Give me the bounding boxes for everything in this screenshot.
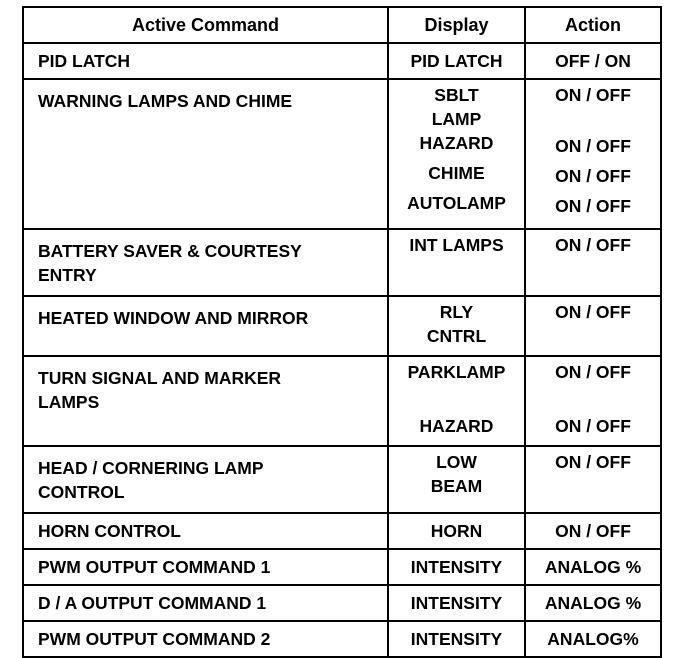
command-cell [23, 43, 388, 79]
command-text: TURN SIGNAL AND MARKER LAMPS [38, 368, 282, 412]
table-row [23, 446, 661, 513]
command-text: PWM OUTPUT COMMAND 2 [38, 629, 271, 649]
action-cell [525, 296, 661, 356]
action-cell [525, 549, 661, 585]
action-text: ON / OFF [555, 521, 631, 541]
table-row [23, 549, 661, 585]
display-cell [388, 446, 525, 513]
display-text: PID LATCH [410, 51, 503, 71]
action-text: ON / OFF [555, 452, 631, 472]
display-text: LOW BEAM [430, 452, 483, 496]
table-row [23, 43, 661, 79]
display-cell [388, 513, 525, 549]
display-text: CHIME [428, 163, 485, 183]
action-text: OFF / ON [555, 51, 631, 71]
display-text: INTENSITY [410, 629, 503, 649]
command-cell [23, 585, 388, 621]
table-row [23, 79, 661, 229]
command-cell [23, 513, 388, 549]
display-cell [388, 43, 525, 79]
display-text: RLY CNTRL [426, 302, 487, 346]
display-cell [388, 356, 525, 446]
action-text: ON / OFF [555, 362, 631, 382]
command-cell [23, 296, 388, 356]
header-action: Action [525, 7, 661, 43]
command-text: WARNING LAMPS AND CHIME [38, 91, 293, 111]
header-display: Display [388, 7, 525, 43]
action-cell [525, 446, 661, 513]
action-cell [525, 585, 661, 621]
command-text: BATTERY SAVER & COURTESY ENTRY [38, 241, 302, 285]
action-text: ANALOG% [547, 629, 639, 649]
display-cell [388, 79, 525, 229]
action-text: ON / OFF [555, 136, 631, 156]
display-cell [388, 621, 525, 657]
display-text: PARKLAMP [407, 362, 506, 382]
action-text: ON / OFF [555, 302, 631, 322]
command-cell [23, 229, 388, 296]
display-cell [388, 549, 525, 585]
table-row [23, 356, 661, 446]
display-text: HAZARD [419, 416, 494, 436]
command-text: D / A OUTPUT COMMAND 1 [38, 593, 267, 613]
display-text: INTENSITY [410, 593, 503, 613]
table-row [23, 296, 661, 356]
action-text: ON / OFF [555, 416, 631, 436]
display-text: AUTOLAMP [407, 193, 506, 213]
command-cell [23, 549, 388, 585]
active-command-table [22, 6, 662, 658]
display-text: SBLT LAMP [431, 85, 482, 129]
header-row [23, 7, 661, 43]
action-text: ANALOG % [544, 557, 642, 577]
action-text: ON / OFF [555, 85, 631, 105]
command-cell [23, 79, 388, 229]
command-text: HEATED WINDOW AND MIRROR [38, 308, 309, 328]
display-cell [388, 585, 525, 621]
display-text: INTENSITY [410, 557, 503, 577]
command-text: PID LATCH [38, 51, 131, 71]
command-cell [23, 446, 388, 513]
action-cell [525, 513, 661, 549]
table-row [23, 621, 661, 657]
display-cell [388, 229, 525, 296]
action-text: ON / OFF [555, 196, 631, 216]
table-row [23, 513, 661, 549]
action-cell [525, 229, 661, 296]
action-text: ANALOG % [544, 593, 642, 613]
action-text: ON / OFF [555, 166, 631, 186]
action-cell [525, 43, 661, 79]
table-row [23, 229, 661, 296]
command-text: PWM OUTPUT COMMAND 1 [38, 557, 271, 577]
command-cell [23, 356, 388, 446]
command-cell [23, 621, 388, 657]
display-text: INT LAMPS [409, 235, 504, 255]
action-cell [525, 356, 661, 446]
header-active-command: Active Command [23, 7, 388, 43]
display-text: HAZARD [419, 133, 494, 153]
display-text: HORN [430, 521, 483, 541]
action-cell [525, 621, 661, 657]
table-row [23, 585, 661, 621]
command-text: HORN CONTROL [38, 521, 181, 541]
command-text: HEAD / CORNERING LAMP CONTROL [38, 458, 264, 502]
action-text: ON / OFF [555, 235, 631, 255]
action-cell [525, 79, 661, 229]
display-cell [388, 296, 525, 356]
